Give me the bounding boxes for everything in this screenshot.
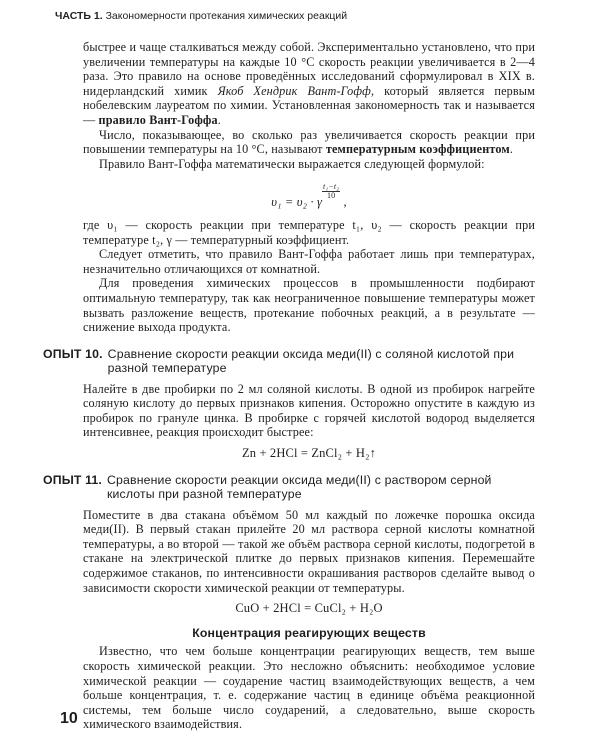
paragraph-temp-coefficient: Число, показывающее, во сколько раз увеличивается скорость реакции при повышении температуры на 10 °С, называют температурным коэффициентом. <box>83 127 535 157</box>
section-heading: Концентрация реагирующих веществ <box>192 625 426 640</box>
paragraph-formula-legend: где υ₁ — скорость реакции при температуре t₁, υ₂ — скорость реакции при температуре t₂, γ — температурный коэффициент. <box>83 217 535 247</box>
paragraph-industry: Для проведения химических процессов в промышленности подбирают оптимальную температуру, так как неограниченное повышение температуры может вызвать разложение веществ, протекание побочных реакций, а в результате — снижение выхода продукта. <box>83 276 535 335</box>
part-label: ЧАСТЬ 1. <box>55 10 103 22</box>
coefficient-term: температурным коэффициентом <box>325 142 510 157</box>
page-number: 10 <box>60 710 78 727</box>
formula-exponent: $\frac{\text{t₁−t₂}}{10}$ <box>323 182 340 201</box>
experiment-11-equation: CuO + 2HCl = CuCl₂ + H₂O <box>235 601 383 616</box>
paragraph-formula-intro: Правило Вант-Гоффа математически выражается следующей формулой: <box>99 156 485 171</box>
rule-term: правило Вант-Гоффа <box>98 112 218 127</box>
part-title: Закономерности протекания химических реакций <box>105 10 348 22</box>
paragraph-vant-hoff-rule: быстрее и чаще сталкиваться между собой. Экспериментально установлено, что при увеличении температуры на каждые 10 °С скорость реакции увеличивается в 2—4 раза. Это правило на основе проведённых исследований сформулировал в XIX в. нидерландский химик Якоб Хендрик Вант-Гофф, который является первым нобелевским лауреатом по химии. Установленная закономерность так и называется — правило Вант-Гоффа. <box>83 40 536 127</box>
experiment-11-title: ОПЫТ 11. Сравнение скорости реакции оксида меди(II) с раствором серной кислоты при разной температуре <box>43 472 492 502</box>
paragraph-concentration: Известно, что чем больше концентрации реагирующих веществ, тем выше скорость химической реакции. Это несложно объяснить: необходимое условие химической реакции — соударение частиц взаимодействующих веществ, а чем больше концентрация, т. е. содержание частиц в единице объёма реакционной системы, тем больше число соударений, а следовательно, выше скорость химического взаимодействия. <box>83 644 535 732</box>
scientist-name: Якоб Хендрик Вант-Гофф <box>217 83 371 98</box>
experiment-10-body: Налейте в две пробирки по 2 мл соляной кислоты. В одной из пробирок нагрейте соляную кислоту до первых признаков кипения. Осторожно опустите в каждую из пробирок по грануле цинка. В пробирке с горячей кислотой водород выделяется интенсивнее, реакция происходит быстрее: <box>83 381 535 440</box>
page-body <box>43 40 536 732</box>
experiment-11-body: Поместите в два стакана объёмом 50 мл каждый по ложечке порошка оксида меди(II). В первый стакан прилейте 20 мл раствора серной кислоты комнатной температуры, а во второй — такой же объём раствора серной кислоты, подогретой в стакане на электрической плитке до первых признаков кипения. Перемешайте содержимое стаканов, по интенсивности окрашивания растворов сделайте вывод о зависимости скорости химической реакции от температуры. <box>83 507 535 595</box>
experiment-10-equation: Zn + 2HCl = ZnCl₂ + H₂↑ <box>241 446 376 461</box>
experiment-10-title: ОПЫТ 10. Сравнение скорости реакции оксида меди(II) с соляной кислотой при разной температуре <box>43 346 515 376</box>
vant-hoff-formula: υ₁ = υ₂ · γ $\frac{\text{t₁−t₂}}{10}$ , <box>271 182 347 210</box>
running-header <box>55 10 347 22</box>
paragraph-rule-limit: Следует отметить, что правило Вант-Гоффа работает лишь при температурах, незначительно отличающихся от комнатной. <box>83 247 535 276</box>
